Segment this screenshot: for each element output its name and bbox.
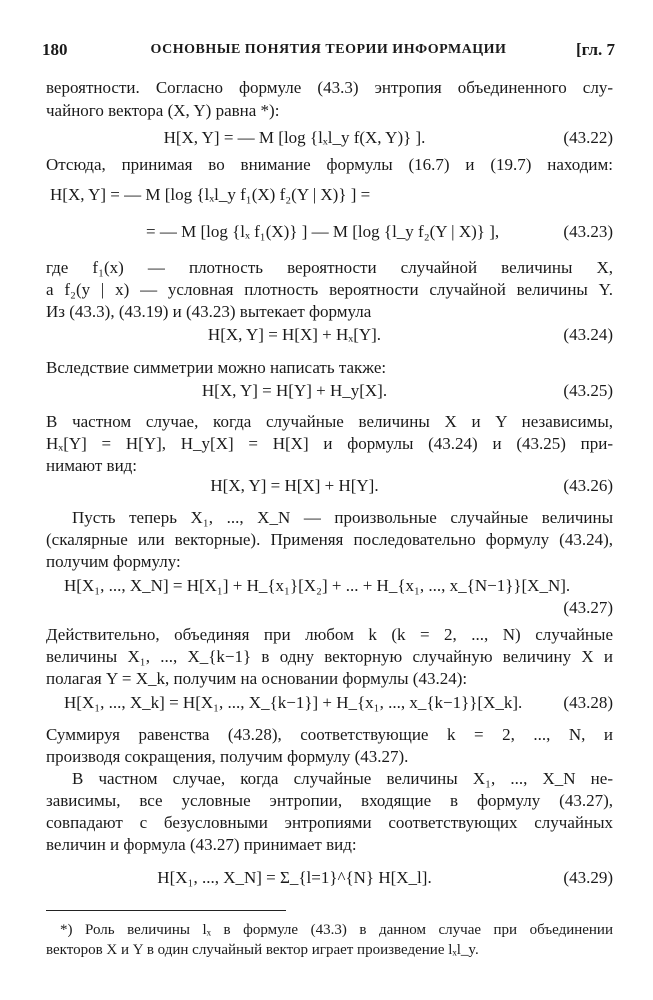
- text-line: полагая Y = X_k, получим на основании формулы (43.24):: [46, 669, 468, 688]
- text-line: Действительно, объединяя при любом k (k = 2, ..., N) случайные: [46, 625, 613, 644]
- formula: H[X₁, ..., X_k] = H[X₁, ..., X_{k−1}] + H_{x₁, ..., x_{k−1}}[X_k].: [64, 693, 523, 712]
- text-line: зависимы, все условные энтропии, входящие в формулу (43.27),: [46, 791, 613, 810]
- formula: H[X, Y] = H[X] + Hₓ[Y].: [207, 325, 382, 344]
- text-line: В частном случае, когда случайные величины X₁, ..., X_N не-: [72, 769, 613, 788]
- footnote-line: *) Роль величины lₓ в формуле (43.3) в данном случае при объединении: [60, 922, 613, 938]
- equation-number: (43.22): [563, 128, 613, 147]
- equation-number: (43.29): [563, 868, 613, 887]
- text-line: совпадают с безусловными энтропиями соответствующих случайных: [46, 813, 613, 832]
- footnote-rule: [46, 910, 286, 911]
- formula: H[X, Y] = H[X] + H[Y].: [210, 476, 379, 495]
- text-line: Hₓ[Y] = H[Y], H_y[X] = H[X] и формулы (43.24) и (43.25) при-: [46, 434, 613, 453]
- text-line: вероятности. Согласно формуле (43.3) энтропия объединенного слу-: [46, 78, 613, 97]
- text-line: где f₁(x) — плотность вероятности случайной величины X,: [46, 258, 613, 277]
- formula: H[X, Y] = H[Y] + H_y[X].: [201, 381, 388, 400]
- text-line: Отсюда, принимая во внимание формулы (16.7) и (19.7) находим:: [46, 155, 613, 174]
- text-line: Из (43.3), (43.19) и (43.23) вытекает формула: [46, 302, 372, 321]
- text-line: производя сокращения, получим формулу (43.27).: [46, 747, 409, 766]
- chapter-label: [гл. 7: [575, 40, 615, 59]
- equation-number: (43.26): [563, 476, 613, 495]
- equation-number: (43.23): [563, 222, 613, 241]
- footnote-line: векторов X и Y в один случайный вектор играет произведение lₓl_y.: [46, 942, 479, 958]
- text-line: (скалярные или векторные). Применяя последовательно формулу (43.24),: [46, 530, 613, 549]
- equation-number: (43.24): [563, 325, 613, 344]
- page-number: 180: [42, 40, 68, 59]
- equation-number: (43.27): [563, 598, 613, 617]
- formula: H[X₁, ..., X_N] = Σ_{l=1}^{N} H[X_l].: [157, 868, 432, 887]
- text-line: нимают вид:: [46, 456, 138, 475]
- running-title: ОСНОВНЫЕ ПОНЯТИЯ ТЕОРИИ ИНФОРМАЦИИ: [150, 42, 507, 57]
- formula: H[X, Y] = — M [log {lₓl_y f(X, Y)} ].: [163, 128, 426, 147]
- text-line: В частном случае, когда случайные величины X и Y независимы,: [46, 412, 613, 431]
- text-line: а f₂(y | x) — условная плотность вероятности случайной величины Y.: [46, 280, 613, 299]
- text-line: Вследствие симметрии можно написать также:: [46, 358, 387, 377]
- equation-number: (43.25): [563, 381, 613, 400]
- text-line: получим формулу:: [46, 552, 181, 571]
- formula: H[X₁, ..., X_N] = H[X₁] + H_{x₁}[X₂] + ... + H_{x₁, ..., x_{N−1}}[X_N].: [64, 576, 571, 595]
- text-line: величин и формула (43.27) принимает вид:: [46, 835, 357, 854]
- running-header: [42, 40, 615, 64]
- formula: = — M [log {lₓ f₁(X)} ] — M [log {l_y f₂(Y | X)} ],: [146, 222, 500, 241]
- equation-number: (43.28): [563, 693, 613, 712]
- formula: H[X, Y] = — M [log {lₓl_y f₁(X) f₂(Y | X)} ] =: [50, 185, 371, 204]
- text-line: Суммируя равенства (43.28), соответствующие k = 2, ..., N, и: [46, 725, 613, 744]
- text-line: Пусть теперь X₁, ..., X_N — произвольные случайные величины: [72, 508, 613, 527]
- text-line: чайного вектора (X, Y) равна *):: [46, 101, 280, 120]
- text-line: величины X₁, ..., X_{k−1} в одну векторную случайную величину X и: [46, 647, 613, 666]
